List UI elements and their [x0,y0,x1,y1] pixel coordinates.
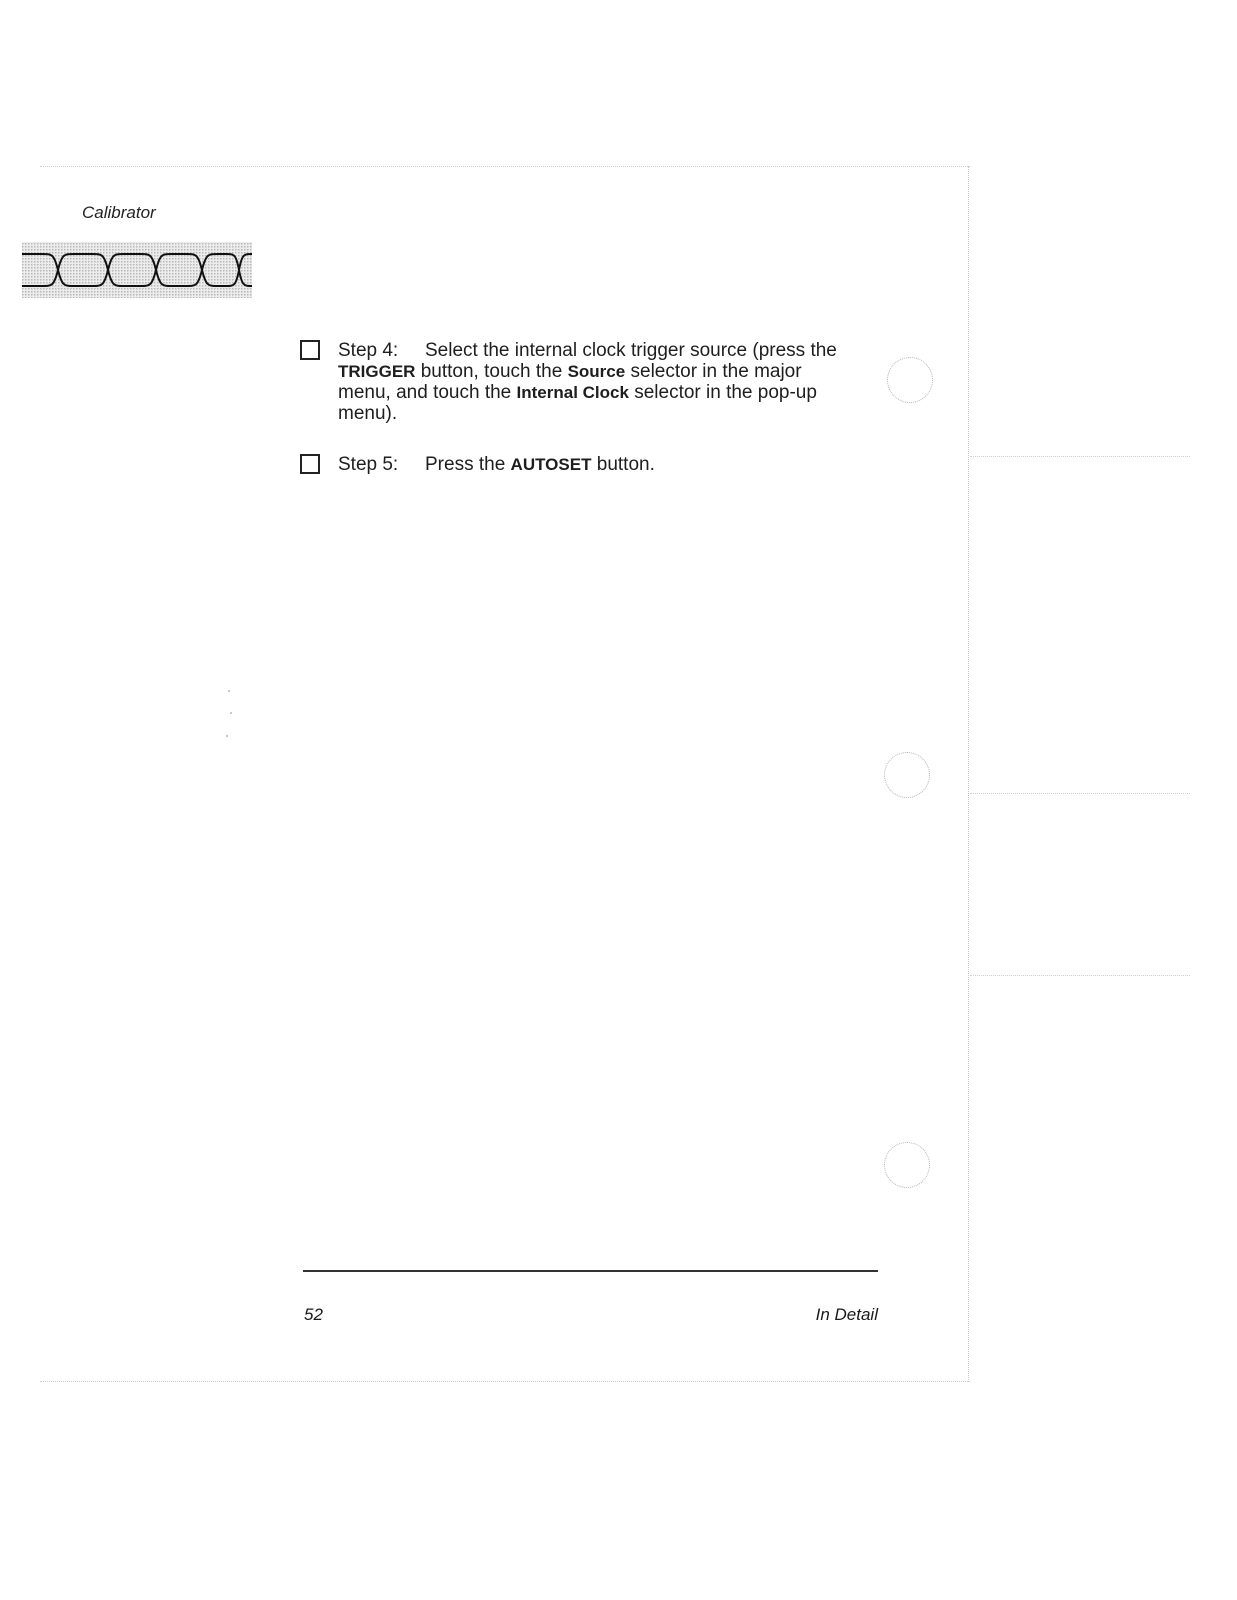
step-4 [300,340,860,430]
step-4-text: Step 4: Select the internal clock trigger source (press the TRIGGER button, touch the Source selector in the major menu, and touch the Internal Clock selector in the pop-up menu). [338,340,837,424]
step-label: Step 5: [338,454,399,475]
scan-speck [226,735,228,737]
step-5-text: Step 5: Press the AUTOSET button. [338,454,655,475]
tab-divider-line [970,456,1190,457]
tab-divider-line [970,793,1190,794]
page-number: 52 [304,1305,323,1324]
step-5 [300,454,860,478]
scan-speck [228,690,230,692]
page-edge-right [968,166,969,1382]
binder-hole-icon [887,357,933,403]
footer-rule [303,1270,878,1272]
step-label: Step 4: [338,340,399,361]
keyword-autoset: AUTOSET [510,455,592,474]
tab-divider-line [970,975,1190,976]
waveform-banner-icon [22,240,252,300]
checkbox-icon[interactable] [300,340,320,360]
binder-hole-icon [884,752,930,798]
binder-hole-icon [884,1142,930,1188]
page-edge-top [40,166,970,167]
section-title: Calibrator [82,203,156,222]
scan-speck [230,712,232,714]
checkbox-icon[interactable] [300,454,320,474]
keyword-source: Source [567,362,626,381]
page-edge-bottom [40,1381,970,1382]
keyword-trigger: TRIGGER [338,362,416,381]
footer-title: In Detail [815,1305,878,1324]
keyword-internal-clock: Internal Clock [516,383,629,402]
